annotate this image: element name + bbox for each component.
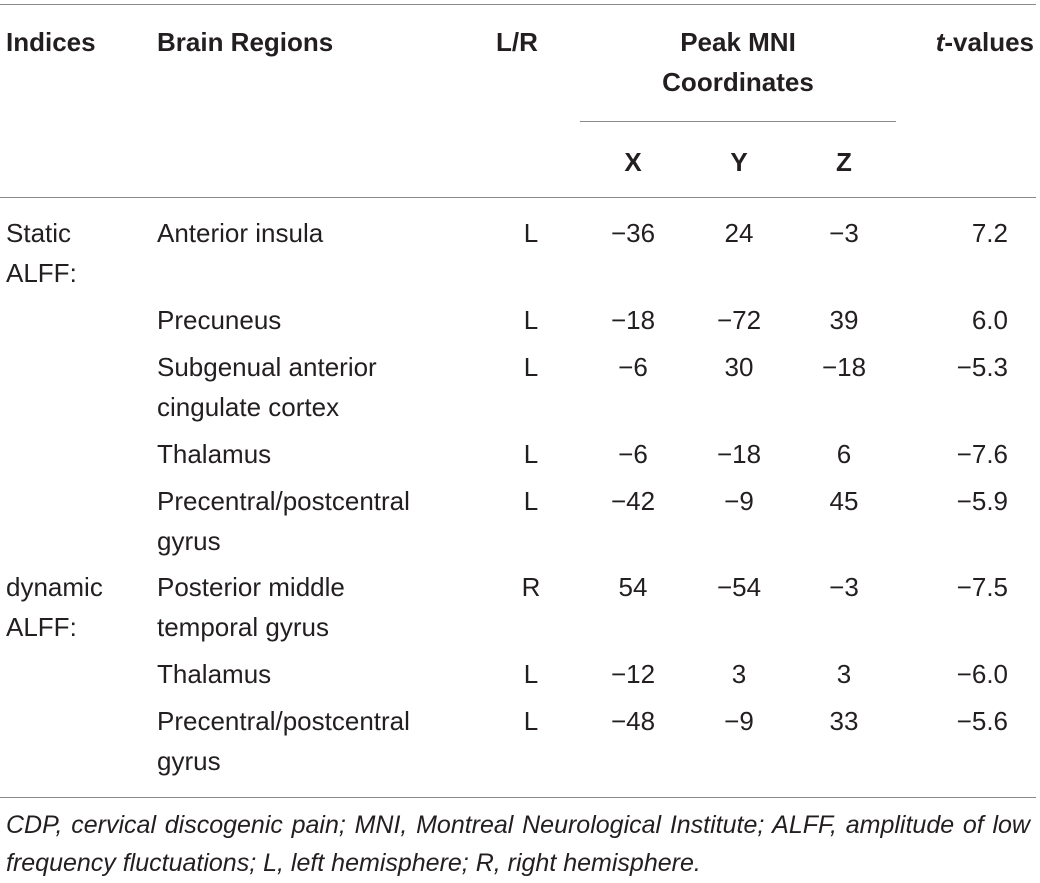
cell-y: −9 [724,486,754,516]
brain-region-line1: Anterior insula [157,218,324,248]
brain-region-line1: Precentral/postcentral [157,706,410,736]
table-top-rule [0,4,1036,5]
brain-region-line1: Thalamus [157,439,272,469]
cell-t-value: −7.6 [956,439,1008,469]
cell-z: −3 [829,218,859,248]
brain-region-line2: gyrus [157,526,221,556]
cell-y: −54 [716,572,762,602]
cell-lr: L [523,218,539,248]
cell-lr: L [523,439,539,469]
cell-z: −18 [821,352,867,382]
header-brain-regions: Brain Regions [157,27,334,57]
header-bottom-rule [0,197,1036,198]
header-peak-mni-line2: Coordinates [662,67,814,97]
brain-region-line1: Posterior middle [157,572,345,602]
cell-x: −36 [610,218,656,248]
brain-region-line2: gyrus [157,746,221,776]
header-z: Z [836,147,852,177]
cell-brain-region [157,434,271,474]
cell-lr: L [523,352,539,382]
cell-brain-region [157,347,377,427]
cell-t-value: −7.5 [956,572,1008,602]
cell-y: −18 [716,439,762,469]
cell-y: 24 [724,218,754,248]
cell-t-value: −5.6 [956,706,1008,736]
cell-t-value: −5.3 [956,352,1008,382]
cell-x: −18 [610,305,656,335]
coordinates-subheader-rule [580,121,896,122]
group-label-dynamic-line2: ALFF: [6,612,77,642]
table-bottom-rule [0,797,1036,798]
cell-x: −6 [618,439,648,469]
brain-region-line1: Precuneus [157,305,282,335]
group-label-static-line2: ALFF: [6,258,77,288]
brain-region-line1: Subgenual anterior [157,352,377,382]
group-label-static [6,213,77,293]
cell-brain-region [157,567,345,647]
header-t-values [900,22,1034,62]
cell-brain-region [157,300,281,340]
header-indices: Indices [6,27,96,57]
cell-y: −72 [716,305,762,335]
cell-lr: L [523,706,539,736]
header-x: X [624,147,642,177]
cell-t-value: −6.0 [956,659,1008,689]
cell-brain-region [157,701,410,781]
cell-y: 30 [724,352,754,382]
cell-t-value: 7.2 [971,218,1008,248]
cell-x: −42 [610,486,656,516]
brain-region-line1: Precentral/postcentral [157,486,410,516]
header-peak-mni-line1: Peak MNI [680,27,796,57]
cell-brain-region [157,213,323,253]
cell-lr: L [523,659,539,689]
cell-z: 33 [829,706,859,736]
cell-z: 6 [836,439,852,469]
cell-brain-region [157,481,410,561]
brain-region-line2: temporal gyrus [157,612,329,642]
cell-brain-region [157,654,271,694]
cell-z: −3 [829,572,859,602]
brain-region-line1: Thalamus [157,659,272,689]
group-label-dynamic-line1: dynamic [6,572,103,602]
cell-x: −48 [610,706,656,736]
cell-lr: L [523,486,539,516]
header-t-italic: t [935,27,945,57]
cell-z: 3 [836,659,852,689]
header-t-rest: -values [944,27,1034,57]
cell-t-value: 6.0 [971,305,1008,335]
header-lr: L/R [496,27,538,57]
cell-z: 45 [829,486,859,516]
cell-lr: L [523,305,539,335]
header-peak-mni [580,22,896,102]
brain-region-line2: cingulate cortex [157,392,340,422]
cell-t-value: −5.9 [956,486,1008,516]
table-footnote: CDP, cervical discogenic pain; MNI, Montreal Neurological Institute; ALFF, amplitude of low frequency fluctuations; L, left hemisphere; R, right hemisphere. [6,811,1030,877]
header-y: Y [730,147,748,177]
group-label-dynamic [6,567,103,647]
group-label-static-line1: Static [6,218,72,248]
cell-y: −9 [724,706,754,736]
cell-x: −12 [610,659,656,689]
cell-x: −6 [618,352,648,382]
cell-z: 39 [829,305,859,335]
cell-x: 54 [618,572,648,602]
cell-y: 3 [731,659,747,689]
cell-lr: R [521,572,541,602]
